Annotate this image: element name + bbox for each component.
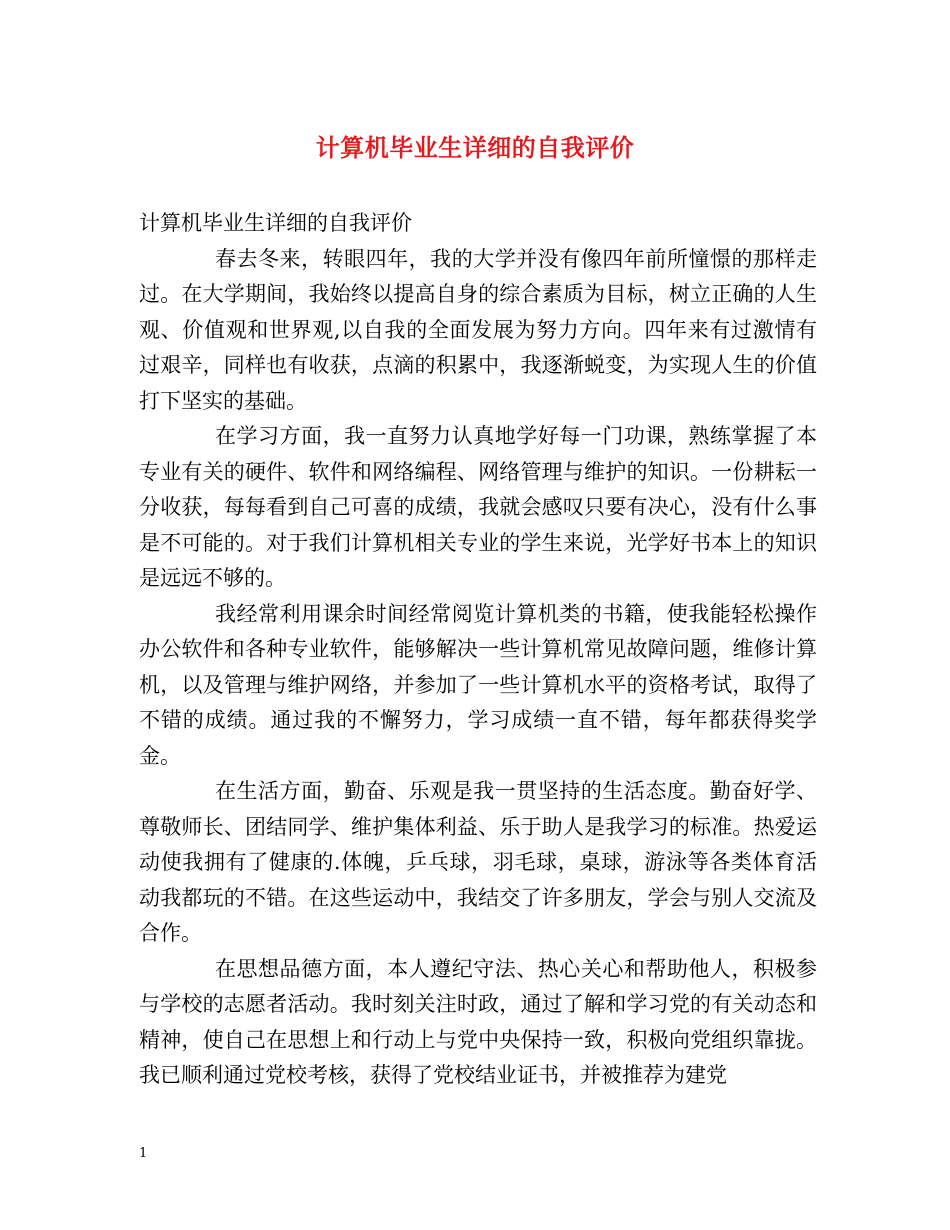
paragraph-intro: 春去冬来，转眼四年，我的大学并没有像四年前所憧憬的那样走过。在大学期间，我始终以提高自身的综合素质为目标，树立正确的人生观、价值观和世界观,以自我的全面发展为努力方向。四年来有过激情有过艰辛，同样也有收获，点滴的积累中，我逐渐蜕变，为实现人生的价值打下坚实的基础。	[139, 246, 817, 413]
page-number: 1	[139, 1146, 148, 1161]
paragraph-skills: 我经常利用课余时间经常阅览计算机类的书籍，使我能轻松操作办公软件和各种专业软件，能够解决一些计算机常见故障问题，维修计算机，以及管理与维护网络，并参加了一些计算机水平的资格考试，取得了不错的成绩。通过我的不懈努力，学习成绩一直不错，每年都获得奖学金。	[139, 601, 817, 768]
document-title: 计算机毕业生详细的自我评价	[315, 133, 635, 162]
document-subtitle: 计算机毕业生详细的自我评价	[139, 211, 412, 235]
paragraph-ideology: 在思想品德方面，本人遵纪守法、热心关心和帮助他人，积极参与学校的志愿者活动。我时刻关注时政，通过了解和学习党的有关动态和精神，使自己在思想上和行动上与党中央保持一致，积极向党组织靠拢。我已顺利通过党校考核，获得了党校结业证书，并被推荐为建党	[139, 956, 817, 1087]
paragraph-study: 在学习方面，我一直努力认真地学好每一门功课，熟练掌握了本专业有关的硬件、软件和网络编程、网络管理与维护的知识。一份耕耘一分收获，每每看到自己可喜的成绩，我就会感叹只要有决心，没有什么事是不可能的。对于我们计算机相关专业的学生来说，光学好书本上的知识是远远不够的。	[139, 424, 817, 590]
paragraph-life: 在生活方面，勤奋、乐观是我一贯坚持的生活态度。勤奋好学、尊敬师长、团结同学、维护集体利益、乐于助人是我学习的标准。热爱运动使我拥有了健康的.体魄，乒乓球，羽毛球，桌球，游泳等各类体育活动我都玩的不错。在这些运动中，我结交了许多朋友，学会与别人交流及合作。	[139, 779, 817, 945]
document-body	[139, 206, 817, 1094]
